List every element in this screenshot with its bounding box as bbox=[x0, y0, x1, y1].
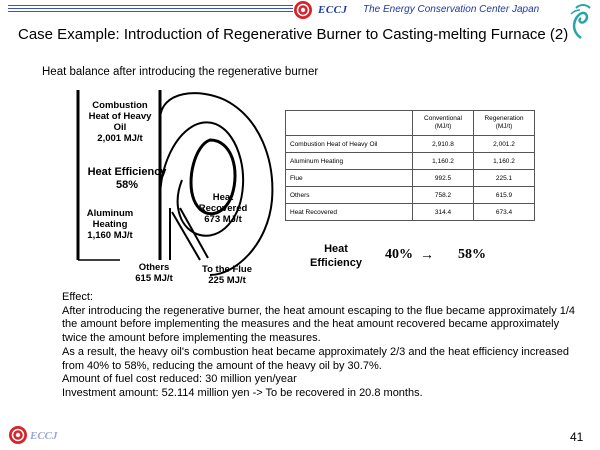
table-row bbox=[286, 204, 535, 221]
heat-balance-diagram bbox=[60, 80, 290, 290]
page-number: 41 bbox=[570, 430, 584, 444]
heat-efficiency-label: Heat Efficiency bbox=[310, 243, 362, 269]
table-cell: Heat Recovered bbox=[286, 204, 413, 221]
table-header-cell: Regeneration (MJ/t) bbox=[474, 111, 535, 136]
effect-line: Amount of fuel cost reduced: 30 million yen/year bbox=[62, 373, 297, 386]
table-cell: Combustion Heat of Heavy Oil bbox=[286, 136, 413, 153]
footer-logo-text: ECCJ bbox=[30, 430, 58, 442]
table-cell: 1,160.2 bbox=[413, 153, 474, 170]
table-row bbox=[286, 153, 535, 170]
table-cell: 1,160.2 bbox=[474, 153, 535, 170]
table-cell: Aluminum Heating bbox=[286, 153, 413, 170]
right-arrow-icon: → bbox=[420, 246, 434, 262]
table-row bbox=[286, 170, 535, 187]
efficiency-before: 40% bbox=[385, 247, 413, 262]
table-cell: 615.9 bbox=[474, 187, 535, 204]
effect-section bbox=[62, 291, 582, 401]
table-cell: Flue bbox=[286, 170, 413, 187]
effect-line: After introducing the regenerative burner, the heat amount escaping to the flue became approximately 1/4 the amount before implementing the measures and the heat amount recovered became approximately twice the amount before implementing the measures. bbox=[62, 304, 576, 345]
label-combustion-heat: Combustion Heat of Heavy Oil 2,001 MJ/t bbox=[88, 100, 152, 144]
flame-swirl-icon bbox=[566, 0, 596, 40]
table-cell: 314.4 bbox=[413, 204, 474, 221]
label-heat-recovered: Heat Recovered 673 MJ/t bbox=[198, 192, 248, 225]
header-logo-text: ECCJ bbox=[318, 4, 348, 16]
table-header-cell: Conventional (MJ/t) bbox=[413, 111, 474, 136]
heat-balance-table bbox=[285, 110, 535, 221]
table-header-row bbox=[286, 111, 535, 136]
table-header-cell bbox=[286, 111, 413, 136]
effect-heading: Effect: bbox=[62, 291, 93, 303]
table-row bbox=[286, 187, 535, 204]
footer-logo-icon bbox=[8, 425, 28, 445]
header-org-name: The Energy Conservation Center Japan bbox=[363, 4, 540, 15]
table-cell: Others bbox=[286, 187, 413, 204]
effect-line: As a result, the heavy oil's combustion heat became approximately 2/3 and the heat efficiency increased from 40% to 58%, reducing the amount of the heavy oil by 30.7%. bbox=[62, 345, 569, 372]
table-cell: 758.2 bbox=[413, 187, 474, 204]
table-row bbox=[286, 136, 535, 153]
eccj-logo-icon bbox=[293, 0, 313, 20]
table-cell: 225.1 bbox=[474, 170, 535, 187]
diagram-subtitle: Heat balance after introducing the regenerative burner bbox=[42, 66, 319, 78]
table-cell: 2,001.2 bbox=[474, 136, 535, 153]
label-others: Others 615 MJ/t bbox=[135, 262, 173, 284]
effect-line: Investment amount: 52.114 million yen -> To be recovered in 20.8 months. bbox=[62, 386, 423, 399]
table-cell: 992.5 bbox=[413, 170, 474, 187]
header-rule bbox=[8, 5, 293, 14]
table-cell: 2,910.8 bbox=[413, 136, 474, 153]
label-heat-efficiency: Heat Efficiency 58% bbox=[87, 166, 167, 191]
page-title: Case Example: Introduction of Regenerative Burner to Casting-melting Furnace (2) bbox=[18, 26, 569, 43]
table-cell: 673.4 bbox=[474, 204, 535, 221]
label-aluminum-heating: Aluminum Heating 1,160 MJ/t bbox=[86, 208, 134, 241]
label-to-the-flue: To the Flue 225 MJ/t bbox=[202, 264, 252, 286]
efficiency-after: 58% bbox=[458, 247, 486, 262]
